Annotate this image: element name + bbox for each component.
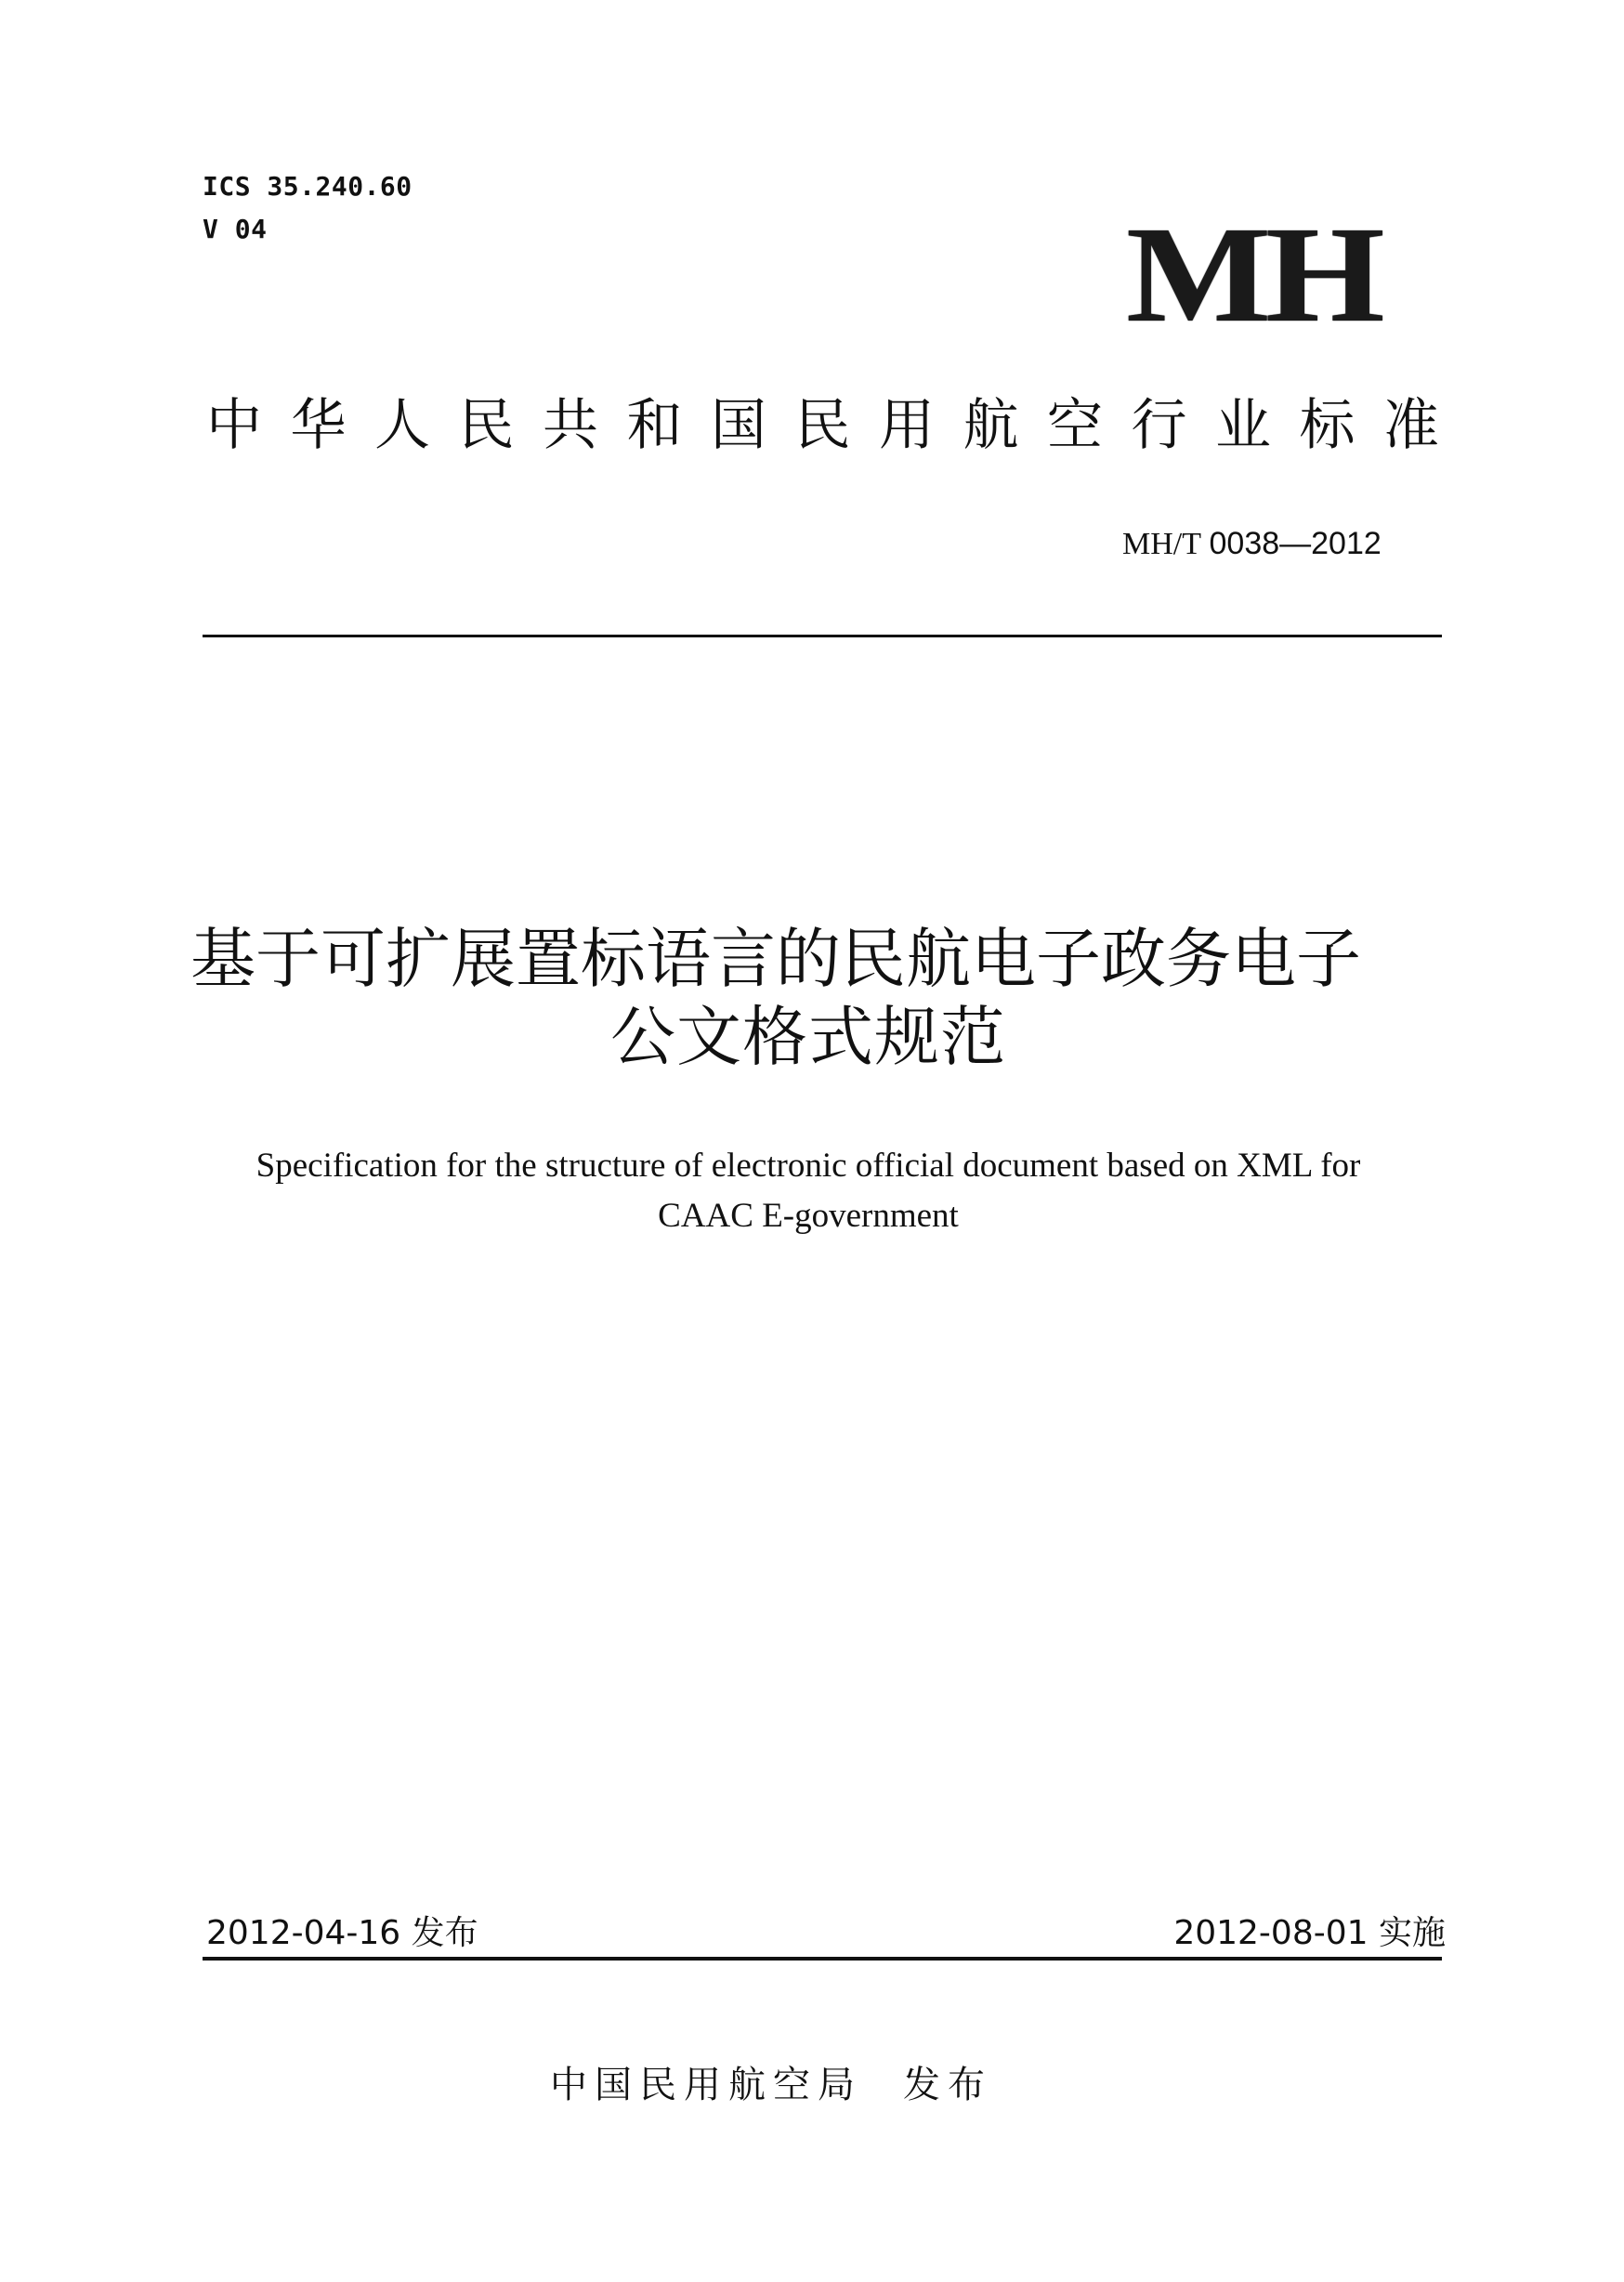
implementation-date-value: 2012-08-01 [1173, 1914, 1369, 1952]
publisher [550, 2061, 992, 2109]
issue-date [206, 1912, 478, 1955]
classification-codes [203, 165, 413, 251]
header-divider [203, 635, 1442, 637]
english-title-line2: CAAC E-government [658, 1197, 959, 1235]
standard-code-prefix: MH/T [1122, 527, 1201, 561]
chinese-title-line1: 基于可扩展置标语言的民航电子政务电子 [190, 921, 1361, 997]
publisher-action: 发布 [903, 2064, 992, 2106]
standard-category-title: 中华人民共和国民用航空行业标准 [206, 393, 1468, 458]
english-title-line1: Specification for the structure of electronic official document based on XML for [255, 1147, 1361, 1185]
date-divider [203, 1957, 1442, 1961]
chinese-title-line2: 公文格式规范 [610, 999, 1006, 1075]
issue-date-label: 发布 [411, 1914, 478, 1952]
ics-code: ICS 35.240.60 [203, 171, 413, 202]
standard-code-number: 0038—2012 [1209, 526, 1382, 561]
implementation-date-label: 实施 [1378, 1914, 1446, 1952]
implementation-date [1173, 1912, 1446, 1955]
standard-code [1122, 523, 1382, 565]
publisher-name: 中国民用航空局 [550, 2064, 862, 2106]
english-title [139, 1141, 1477, 1241]
issue-date-value: 2012-04-16 [206, 1914, 401, 1952]
mh-logo: MH [1126, 199, 1379, 351]
ccs-code: V 04 [203, 214, 268, 244]
chinese-title [139, 920, 1477, 1076]
